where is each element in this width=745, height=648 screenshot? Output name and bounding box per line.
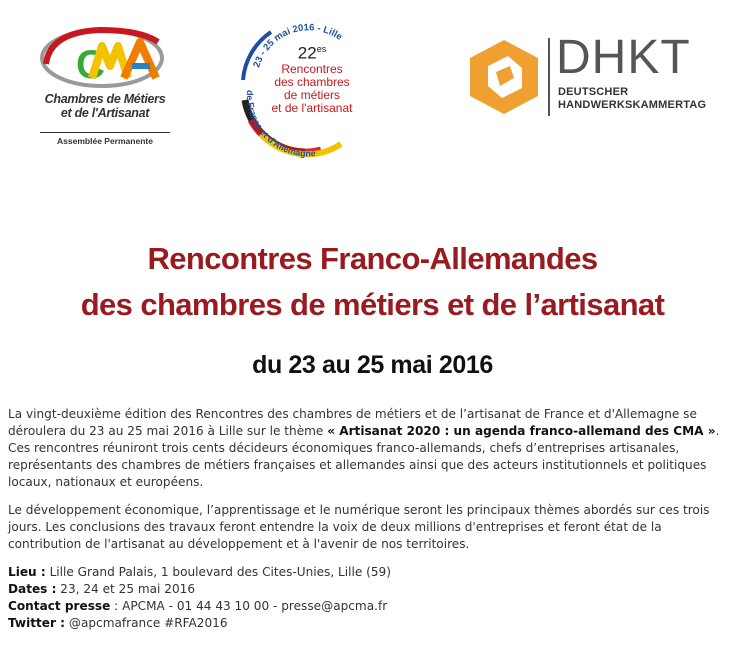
event-info xyxy=(8,564,738,632)
page-title xyxy=(0,236,745,328)
logo-banner xyxy=(0,0,745,170)
info-value: @apcmafrance #RFA2016 xyxy=(65,616,228,630)
cma-name-line1: Chambres de Métiers xyxy=(44,92,166,106)
info-twitter xyxy=(8,615,738,632)
info-label: Dates : xyxy=(8,582,57,596)
badge-edition xyxy=(253,40,371,63)
info-value: : APCMA - 01 44 43 10 00 - presse@apcma.fr xyxy=(110,599,388,613)
cma-name xyxy=(40,92,170,120)
title-line1: Rencontres Franco-Allemandes xyxy=(147,241,598,276)
info-label: Contact presse xyxy=(8,599,111,613)
info-label: Lieu : xyxy=(8,565,46,579)
dates-heading: du 23 au 25 mai 2016 xyxy=(252,351,493,379)
badge-edition-suffix: es xyxy=(316,44,327,54)
dhkt-emblem-icon xyxy=(464,38,544,116)
intro-text: La vingt-deuxième édition des Rencontres des chambres de métiers et de l’artisanat de France et d'Allemagne se déroulera du 23 au 25 mai 2016 à Lille sur le thème xyxy=(8,407,697,438)
badge-line1: Rencontres xyxy=(281,61,343,76)
badge-center-text xyxy=(253,40,371,115)
badge-line4: et de l'artisanat xyxy=(271,100,353,115)
info-press-contact xyxy=(8,598,738,615)
paragraph-intro xyxy=(8,406,738,491)
svg-text:C: C xyxy=(76,43,105,87)
info-value: 23, 24 et 25 mai 2016 xyxy=(56,582,196,596)
info-dates xyxy=(8,581,738,598)
theme-emphasis: « Artisanat 2020 : un agenda franco-allemand des CMA » xyxy=(327,424,716,438)
paragraph-themes: Le développement économique, l’apprentissage et le numérique seront les principaux thèmes abordés sur ces trois jours. Les conclusions des travaux feront entendre la voix de deux millions d'entreprises et feront état de la contribution de l'artisanat au développement et à l'avenir de nos territoires. xyxy=(8,503,710,551)
rencontres-badge xyxy=(231,10,381,160)
dhkt-abbr: DHKT xyxy=(556,31,691,84)
dhkt-fullname xyxy=(558,86,706,112)
dhkt-line2: HANDWERKSKAMMERTAG xyxy=(558,99,707,111)
badge-line3: de métiers xyxy=(283,87,341,102)
badge-edition-number: 22 xyxy=(297,43,317,63)
badge-line2: des chambres xyxy=(274,74,350,89)
cma-name-line2: et de l'Artisanat xyxy=(60,106,150,120)
info-value: Lille Grand Palais, 1 boulevard des Cites-Unies, Lille (59) xyxy=(45,565,391,579)
body-text xyxy=(8,406,738,632)
intro-text-end: . Ces rencontres réuniront trois cents décideurs économiques franco-allemands, chefs d’entreprises artisanales, représentants des chambres de métiers françaises et allemandes ainsi que des acteurs institutionnels et politiques locaux, nationaux et européens. xyxy=(8,424,720,489)
badge-arc-top: 23 - 25 mai 2016 - Lille xyxy=(251,22,345,69)
info-label: Twitter : xyxy=(8,616,66,630)
cma-logo xyxy=(40,20,170,150)
badge-arc-bottom: de France et d'Allemagne xyxy=(244,89,316,159)
cma-subtitle: Assemblée Permanente xyxy=(40,132,170,146)
dhkt-line1: DEUTSCHER xyxy=(558,86,629,98)
dhkt-divider xyxy=(548,38,550,116)
title-line2: des chambres de métiers et de l’artisanat xyxy=(80,287,665,322)
cma-emblem-icon xyxy=(40,20,170,92)
dhkt-logo xyxy=(464,31,709,133)
info-location xyxy=(8,564,738,581)
